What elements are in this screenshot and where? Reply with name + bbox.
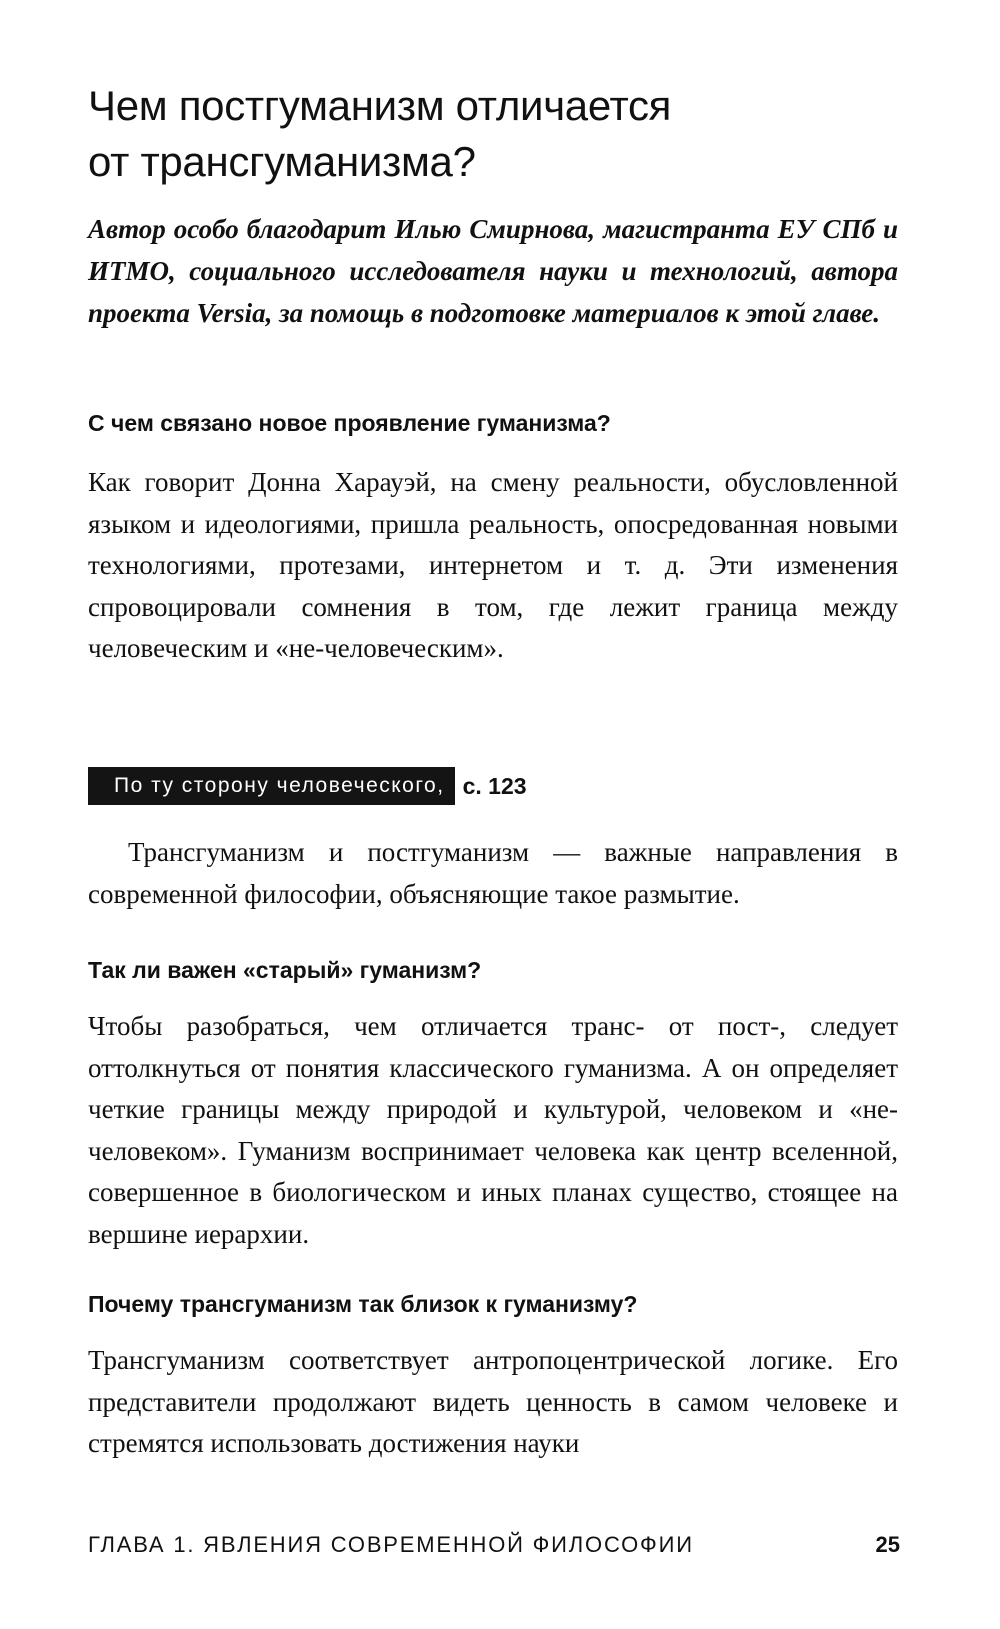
title-line-2: от трансгуманизма? [88,138,476,185]
page-title [88,78,928,190]
running-footer-chapter: ГЛАВА 1. ЯВЛЕНИЯ СОВРЕМЕННОЙ ФИЛОСОФИИ [88,1532,694,1557]
cross-reference-label: По ту сторону человеческого, [88,767,455,805]
page-number: 25 [875,1532,900,1557]
cross-reference-page: с. 123 [462,772,527,799]
section-paragraph-3: Трансгуманизм соответствует антропоцентрической логике. Его представители продолжают видеть ценность в самом человеке и стремятся использовать достижения науки [88,1345,898,1458]
section-heading-3: Почему трансгуманизм так близок к гуманизму? [88,1291,638,1317]
acknowledgement-text: Автор особо благодарит Илью Смирнова, магистранта ЕУ СПб и ИТМО, социального исследователя науки и технологий, автора проекта Versia, за помощь в подготовке материалов к этой главе. [88,214,898,328]
page-footer [88,1532,900,1558]
cross-reference [88,767,527,805]
section-heading-2: Так ли важен «старый» гуманизм? [88,957,482,983]
title-line-1: Чем постгуманизм отличается [88,82,672,129]
section-paragraph-1-continued: Трансгуманизм и постгуманизм — важные направления в современной философии, объясняющие такое размытие. [88,837,898,909]
section-paragraph-1: Как говорит Донна Харауэй, на смену реальности, обусловленной языком и идеологиями, пришла реальность, опосредованная новыми технологиями, протезами, интернетом и т. д. Эти изменения спровоцировали сомнения в том, где лежит граница между человеческим и «не-человеческим». [88,467,898,663]
section-heading-1: С чем связано новое проявление гуманизма? [88,410,611,436]
section-paragraph-2: Чтобы разобраться, чем отличается транс- от пост-, следует оттолкнуться от понятия классического гуманизма. А он определяет четкие границы между природой и культурой, человеком и «не-человеком». Гуманизм воспринимает человека как центр вселенной, совершенное в биологическом и иных планах существо, стоящее на вершине иерархии. [88,1011,898,1249]
